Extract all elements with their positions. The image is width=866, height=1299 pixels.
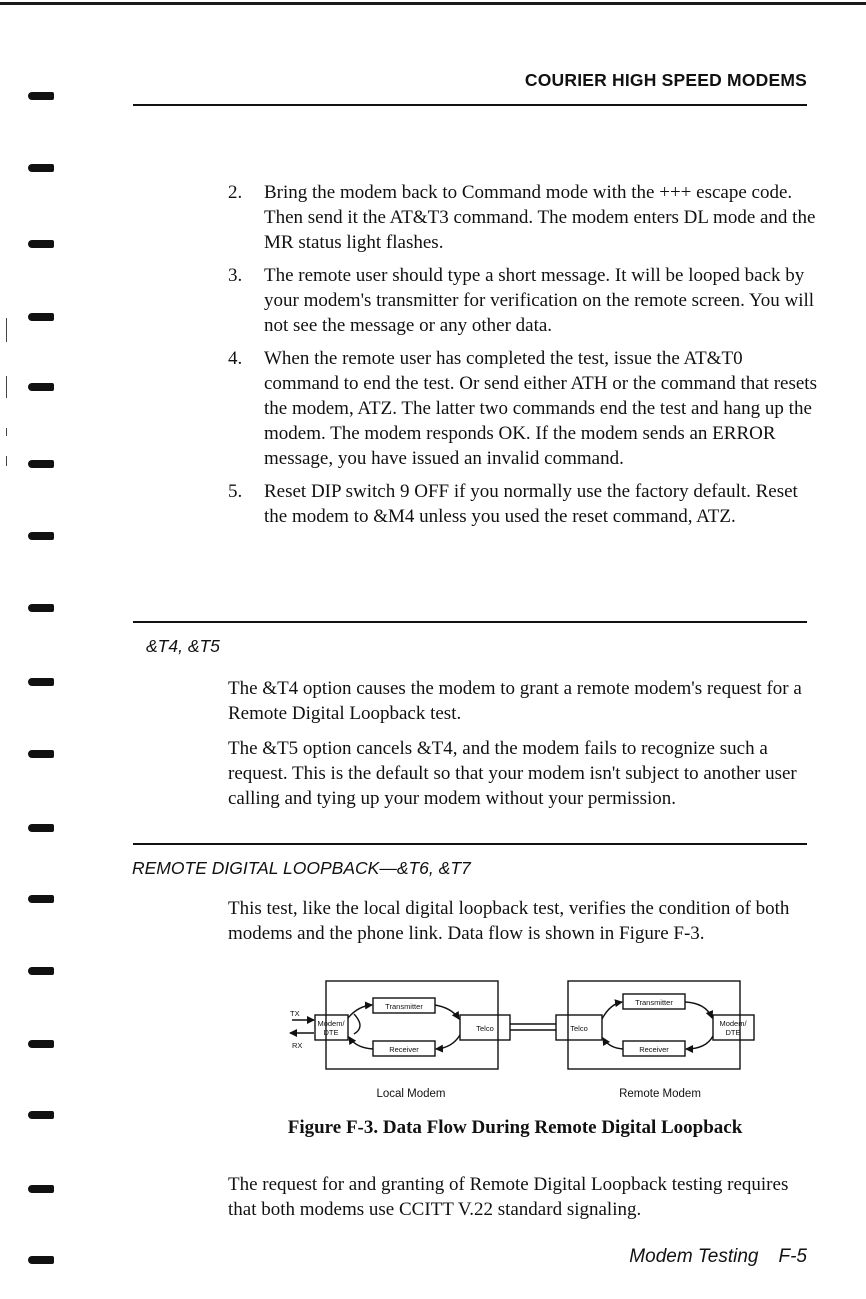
local-loop-curve xyxy=(354,1014,360,1034)
remote-loop-arrow xyxy=(686,1036,713,1049)
step-text: Bring the modem back to Command mode with the +++ escape code. Then send it the AT&T3 command. The modem enters DL mode and the MR status light flashes. xyxy=(264,182,816,253)
binder-mark xyxy=(28,1256,54,1264)
local-flow-arrow xyxy=(349,1037,373,1049)
binder-mark xyxy=(28,92,54,100)
local-flow-arrow xyxy=(435,1005,459,1019)
edge-tick xyxy=(6,376,7,398)
section-rule xyxy=(133,843,807,845)
running-footer xyxy=(450,1246,807,1268)
section-rule xyxy=(133,621,807,623)
edge-tick xyxy=(6,318,7,342)
local-flow-arrow xyxy=(436,1035,460,1049)
binder-mark xyxy=(28,824,54,832)
step-number: 5. xyxy=(228,481,243,502)
remote-flow-arrow xyxy=(603,1038,623,1049)
step-item xyxy=(228,180,818,255)
local-receiver-label: Receiver xyxy=(389,1045,419,1054)
local-telco-label: Telco xyxy=(476,1024,494,1033)
rx-label: RX xyxy=(292,1041,303,1050)
page-number: F-5 xyxy=(778,1246,807,1267)
local-modem-label: Local Modem xyxy=(376,1088,446,1100)
step-item xyxy=(228,479,818,529)
binder-mark xyxy=(28,678,54,686)
section-heading-remote-digital-loopback: REMOTE DIGITAL LOOPBACK—&T6, &T7 xyxy=(132,858,471,878)
binder-mark xyxy=(28,1185,54,1193)
binder-mark xyxy=(28,895,54,903)
figure-f3-diagram xyxy=(270,978,770,1103)
data-flow-diagram xyxy=(270,978,770,1103)
binder-mark xyxy=(28,750,54,758)
figure-caption: Figure F-3. Data Flow During Remote Digital Loopback xyxy=(287,1117,743,1138)
paragraph-t4: The &T4 option causes the modem to grant a remote modem's request for a Remote Digital Loopback test. xyxy=(228,678,802,724)
binder-mark xyxy=(28,1111,54,1119)
step-text: The remote user should type a short message. It will be looped back by your modem's transmitter for verification on the remote screen. You will not see the message or any other data. xyxy=(264,265,815,336)
remote-loop-arrow xyxy=(685,1002,712,1018)
running-header: COURIER HIGH SPEED MODEMS xyxy=(524,70,807,90)
paragraph-rdl-requirement: The request for and granting of Remote Digital Loopback testing requires that both modems use CCITT V.22 standard signaling. xyxy=(228,1174,789,1220)
paragraph-rdl-intro: This test, like the local digital loopback test, verifies the condition of both modems and the phone link. Data flow is shown in Figure F-3. xyxy=(228,898,790,944)
edge-tick xyxy=(6,428,7,436)
tx-label: TX xyxy=(290,1009,300,1018)
binder-mark xyxy=(28,532,54,540)
procedure-steps xyxy=(228,180,818,537)
step-text: When the remote user has completed the test, issue the AT&T0 command to end the test. Or send either ATH or the command that resets the modem, ATZ. The latter two commands end the test and hang up the modem. The modem responds OK. If the modem sends an ERROR message, you have issued an invalid command. xyxy=(264,348,817,469)
binder-mark xyxy=(28,313,54,321)
header-rule xyxy=(133,104,807,106)
remote-transmitter-label: Transmitter xyxy=(635,998,673,1007)
step-text: Reset DIP switch 9 OFF if you normally use the factory default. Reset the modem to &M4 unless you used the reset command, ATZ. xyxy=(264,481,798,527)
step-number: 3. xyxy=(228,265,243,286)
remote-telco-label: Telco xyxy=(570,1024,588,1033)
local-transmitter-label: Transmitter xyxy=(385,1002,423,1011)
binder-mark xyxy=(28,604,54,612)
binder-mark xyxy=(28,967,54,975)
remote-flow-arrow xyxy=(602,1002,622,1019)
local-dte-label: Modem/ DTE xyxy=(317,1019,345,1037)
top-border-rule xyxy=(0,2,866,5)
section-heading-t4-t5: &T4, &T5 xyxy=(146,636,220,656)
step-item xyxy=(228,346,818,471)
step-number: 2. xyxy=(228,182,243,203)
paragraph-t5: The &T5 option cancels &T4, and the modem fails to recognize such a request. This is the default so that your modem isn't subject to another user calling and tying up your modem without your permission. xyxy=(228,738,797,809)
binder-mark xyxy=(28,240,54,248)
binder-mark xyxy=(28,460,54,468)
remote-dte-label: Modem/ DTE xyxy=(719,1019,747,1037)
footer-section-title: Modem Testing xyxy=(629,1246,759,1267)
remote-modem-label: Remote Modem xyxy=(619,1088,701,1100)
binder-mark xyxy=(28,1040,54,1048)
binder-mark xyxy=(28,164,54,172)
local-flow-arrow xyxy=(348,1005,372,1018)
step-item xyxy=(228,263,818,338)
remote-receiver-label: Receiver xyxy=(639,1045,669,1054)
edge-tick xyxy=(6,456,7,466)
binder-mark xyxy=(28,383,54,391)
step-number: 4. xyxy=(228,348,243,369)
